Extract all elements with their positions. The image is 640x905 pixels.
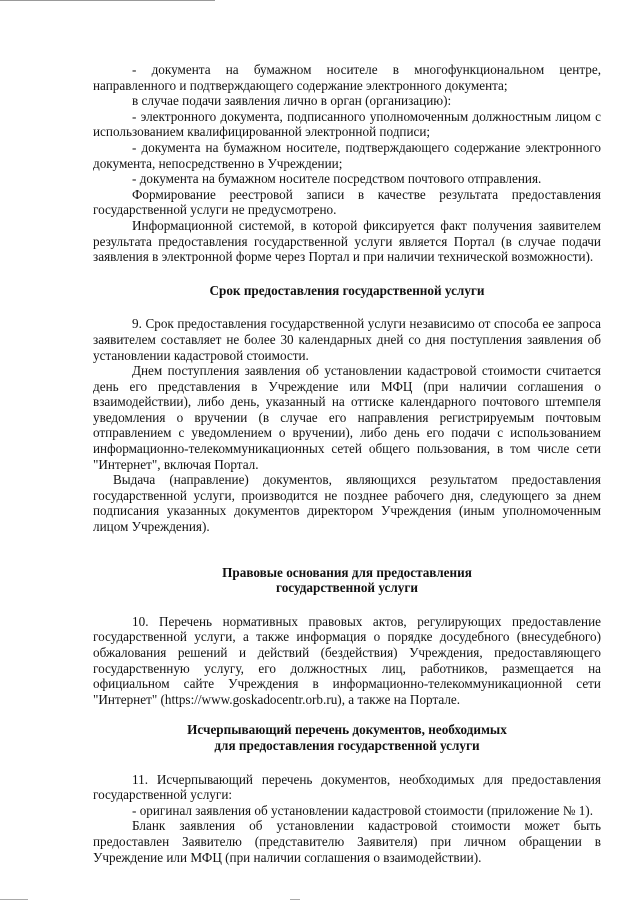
paragraph-spacer [93, 535, 601, 565]
body-paragraph: - документа на бумажном носителе посредством почтового отправления. [132, 171, 542, 187]
scan-bottom-edge-marks [0, 897, 640, 903]
body-paragraph: 10. Перечень нормативных правовых актов, регулирующих предоставление государственной услуги, а также информация о порядке досудебного (внесудебного) обжалования решений и действий (бездействия) Учреждения, предоставляющего государственную услугу, его должностных лиц, работников, размещается на официальном сайте Учреждения в информационно-телекоммуникационной сети "Интернет" (https://www.goskadocentr.orb.ru), а также на Портале. [93, 613, 601, 707]
paragraph-spacer [93, 754, 601, 772]
paragraph-spacer [93, 707, 601, 722]
scan-top-edge-line [0, 0, 215, 1]
body-paragraph: - электронного документа, подписанного уполномоченным должностным лицом с использованием квалифицированной электронной подписи; [93, 108, 601, 140]
section-heading-line: для предоставления государственной услуги [214, 737, 480, 753]
section-heading-line: Исчерпывающий перечень документов, необходимых [187, 722, 507, 738]
body-paragraph: 11. Исчерпывающий перечень документов, необходимых для предоставления государственной услуги: [93, 771, 601, 803]
body-paragraph: 9. Срок предоставления государственной услуги независимо от способа ее запроса заявителем составляет не более 30 календарных дней со дня поступления заявления об установлении кадастровой стоимости. [93, 316, 601, 363]
section-heading [93, 283, 601, 299]
body-paragraph: Формирование реестровой записи в качестве результата предоставления государственной услуги не предусмотрено. [93, 186, 601, 218]
body-paragraph: - оригинал заявления об установлении кадастровой стоимости (приложение № 1). [132, 802, 593, 818]
section-heading-line: Правовые основания для предоставления [222, 564, 472, 580]
body-paragraph: Бланк заявления об установлении кадастровой стоимости может быть предоставлен Заявителю (представителю Заявителя) при личном обращении в Учреждение или МФЦ (при наличии соглашения о взаимодействии). [93, 818, 601, 865]
paragraph-spacer [93, 596, 601, 614]
paragraph-spacer [93, 265, 601, 283]
body-paragraph: в случае подачи заявления лично в орган (организацию): [132, 93, 452, 109]
section-heading-line: государственной услуги [276, 580, 418, 596]
document-page [93, 62, 601, 865]
body-paragraph: Днем поступления заявления об установлении кадастровой стоимости считается день его представления в Учреждение или МФЦ (при наличии соглашения о взаимодействии), либо день, указанный на оттиске календарного почтового штемпеля уведомления о вручении (в случае его направления регистрируемым почтовым отправлением с уведомлением о вручении), либо день его подачи с использованием информационно-телекоммуникационных сетей общего пользования, в том числе сети "Интернет", включая Портал. [93, 363, 601, 472]
section-heading [93, 565, 601, 596]
body-paragraph: - документа на бумажном носителе в многофункциональном центре, направленного и подтверждающего содержание электронного документа; [93, 62, 601, 93]
section-heading [93, 722, 601, 753]
body-paragraph: Информационной системой, в которой фиксируется факт получения заявителем результата предоставления государственной услуги является Портал (в случае подачи заявления в электронной форме через Портал и при наличии технической возможности). [93, 217, 601, 265]
body-paragraph: Выдача (направление) документов, являющихся результатом предоставления государственной услуги, производится не позднее рабочего дня, следующего за днем подписания указанных документов директором Учреждения (иным уполномоченным лицом Учреждения). [93, 472, 601, 535]
paragraph-spacer [93, 298, 601, 316]
section-heading-line: Срок предоставления государственной услуги [209, 282, 485, 298]
body-paragraph: - документа на бумажном носителе, подтверждающего содержание электронного документа, непосредственно в Учреждении; [93, 139, 601, 171]
